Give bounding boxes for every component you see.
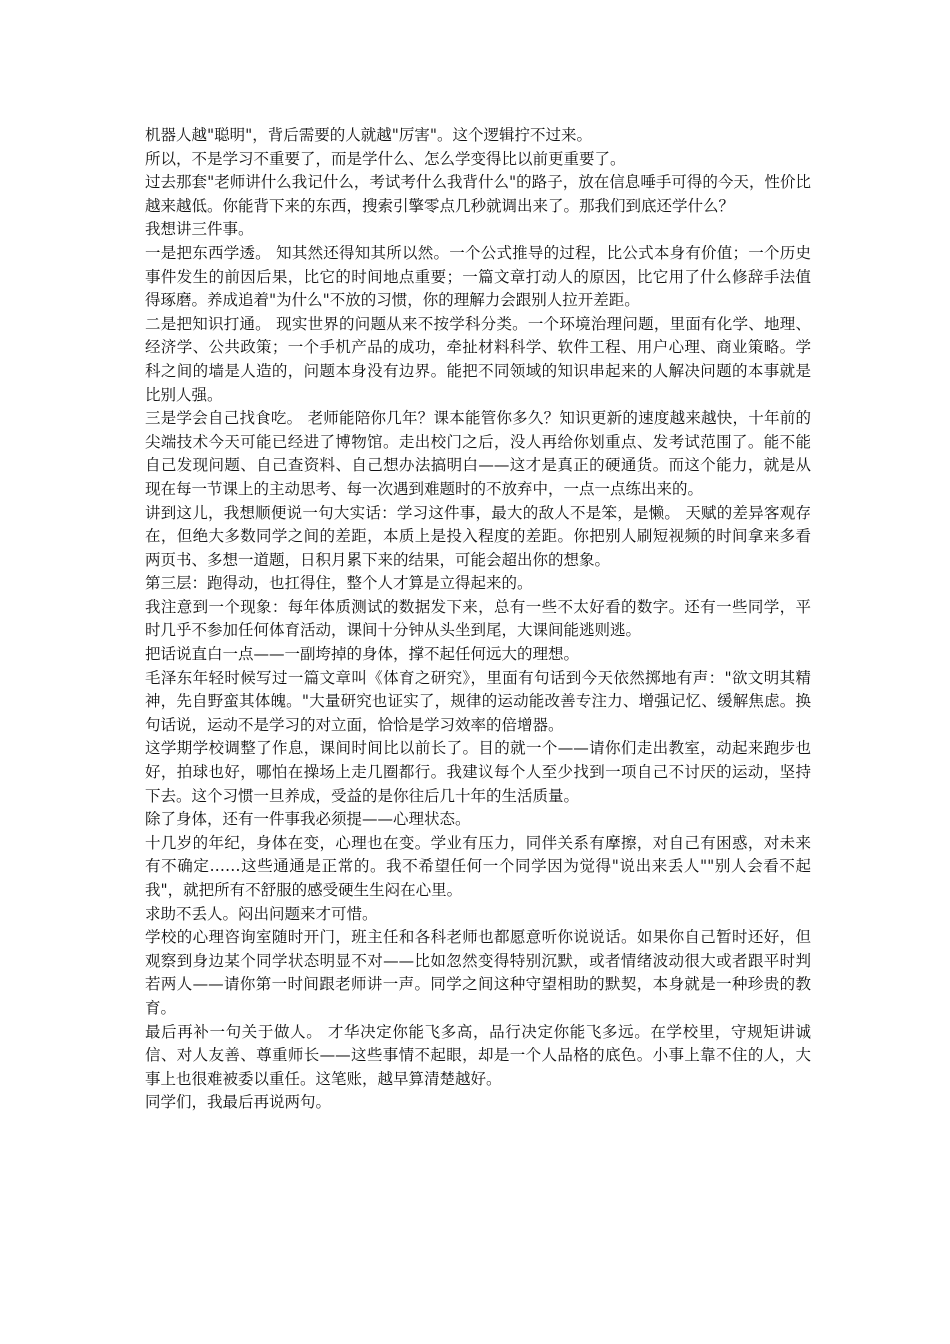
paragraph-18: 最后再补一句关于做人。 才华决定你能飞多高，品行决定你能飞多远。在学校里，守规矩讲诚信、对人友善、尊重师长——这些事情不起眼，却是一个人品格的底色。小事上靠不住的人，大事上也很难被委以重任。这笔账，越早算清楚越好。: [145, 1022, 811, 1088]
paragraph-8: 讲到这儿，我想顺便说一句大实话：学习这件事，最大的敌人不是笨，是懒。 天赋的差异客观存在，但绝大多数同学之间的差距，本质上是投入程度的差距。你把别人刷短视频的时间拿来多看两页书、多想一道题，日积月累下来的结果，可能会超出你的想象。: [145, 503, 811, 569]
paragraph-5: 一是把东西学透。 知其然还得知其所以然。一个公式推导的过程，比公式本身有价值；一个历史事件发生的前因后果，比它的时间地点重要；一篇文章打动人的原因，比它用了什么修辞手法值得琢磨。养成追着"为什么"不放的习惯，你的理解力会跟别人拉开差距。: [145, 243, 811, 310]
paragraph-7: 三是学会自己找食吃。 老师能陪你几年？课本能管你多久？知识更新的速度越来越快，十年前的尖端技术今天可能已经进了博物馆。走出校门之后，没人再给你划重点、发考试范围了。能不能自己发现问题、自己查资料、自己想办法搞明白——这才是真正的硬通货。而这个能力，就是从现在每一节课上的主动思考、每一次遇到难题时的不放弃中，一点一点练出来的。: [145, 409, 811, 498]
paragraph-4: 我想讲三件事。: [145, 220, 254, 239]
paragraph-9: 第三层：跑得动，也扛得住，整个人才算是立得起来的。: [145, 574, 533, 593]
paragraph-16: 求助不丢人。闷出问题来才可惜。: [145, 904, 378, 923]
paragraph-2: 所以，不是学习不重要了，而是学什么、怎么学变得比以前更重要了。: [145, 149, 626, 168]
paragraph-6: 二是把知识打通。 现实世界的问题从来不按学科分类。一个环境治理问题，里面有化学、地理、经济学、公共政策；一个手机产品的成功，牵扯材料科学、软件工程、用户心理、商业策略。学科之间的墙是人造的，问题本身没有边界。能把不同领域的知识串起来的人解决问题的本事就是比别人强。: [145, 314, 811, 404]
paragraph-10: 我注意到一个现象：每年体质测试的数据发下来，总有一些不太好看的数字。还有一些同学，平时几乎不参加任何体育活动，课间十分钟从头坐到尾，大课间能逃则逃。: [145, 597, 811, 640]
paragraph-19: 同学们，我最后再说两句。: [145, 1093, 332, 1112]
paragraph-15: 十几岁的年纪，身体在变，心理也在变。学业有压力，同伴关系有摩擦，对自己有困惑，对未来有不确定……这些通通是正常的。我不希望任何一个同学因为觉得"说出来丢人""别人会看不起我"，就把所有不舒服的感受硬生生闷在心里。: [145, 833, 811, 899]
document-body: [145, 124, 811, 1115]
paragraph-14: 除了身体，还有一件事我必须提——心理状态。: [145, 810, 471, 829]
paragraph-17: 学校的心理咨询室随时开门，班主任和各科老师也都愿意听你说说话。如果你自己暂时还好，但观察到身边某个同学状态明显不对——比如忽然变得特别沉默，或者情绪波动很大或者跟平时判若两人——请你第一时间跟老师讲一声。同学之间这种守望相助的默契，本身就是一种珍贵的教育。: [145, 928, 811, 1017]
paragraph-1: 机器人越"聪明"，背后需要的人就越"厉害"。这个逻辑拧不过来。: [145, 126, 593, 144]
paragraph-11: 把话说直白一点——一副垮掉的身体，撑不起任何远大的理想。: [145, 645, 580, 664]
paragraph-3: 过去那套"老师讲什么我记什么，考试考什么我背什么"的路子，放在信息唾手可得的今天，性价比越来越低。你能背下来的东西，搜索引擎零点几秒就调出来了。那我们到底还学什么？: [145, 173, 811, 215]
paragraph-12: 毛泽东年轻时候写过一篇文章叫《体育之研究》，里面有句话到今天依然掷地有声："欲文明其精神，先自野蛮其体魄。"大量研究也证实了，规律的运动能改善专注力、增强记忆、缓解焦虑。换句话说，运动不是学习的对立面，恰恰是学习效率的倍增器。: [145, 668, 811, 734]
paragraph-13: 这学期学校调整了作息，课间时间比以前长了。目的就一个——请你们走出教室，动起来跑步也好，拍球也好，哪怕在操场上走几圈都行。我建议每个人至少找到一项自己不讨厌的运动，坚持下去。这个习惯一旦养成，受益的是你往后几十年的生活质量。: [145, 739, 811, 805]
